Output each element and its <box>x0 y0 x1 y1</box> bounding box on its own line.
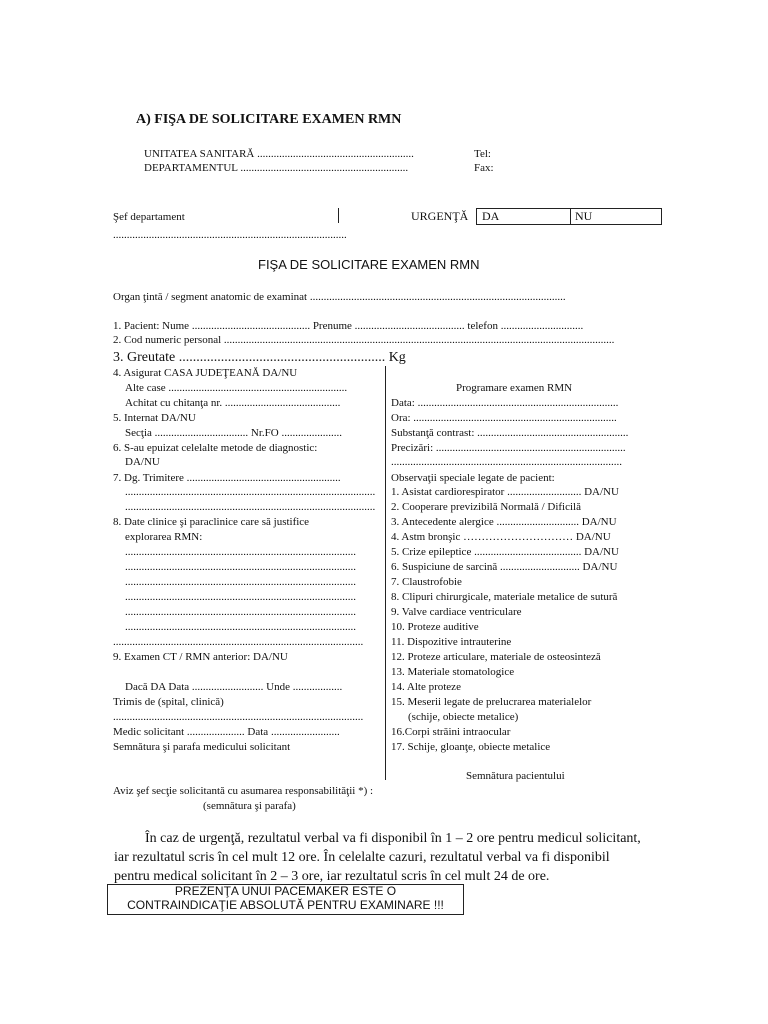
cnp-line: 2. Cod numeric personal .............................................................................................................................................. <box>113 334 615 346</box>
warning-line-2: CONTRAINDICAŢIE ABSOLUTĂ PENTRU EXAMINARE !!! <box>127 898 444 912</box>
semnatura-medic-line: Semnătura şi parafa medicului solicitant <box>113 741 291 753</box>
column-divider <box>385 366 386 780</box>
sectia-line: Secţia .................................. Nr.FO ...................... <box>125 427 342 439</box>
substanta-contrast: Substanţă contrast: ....................................................... <box>391 427 629 439</box>
clinic-dots: .................................................................................... <box>125 621 356 633</box>
tel-label: Tel: <box>474 148 491 160</box>
internat-line: 5. Internat DA/NU <box>113 412 196 424</box>
obs-item: (schije, obiecte metalice) <box>408 711 519 723</box>
patient-name-line: 1. Pacient: Nume ........................................... Prenume ........................................ telefon .............................. <box>113 320 584 332</box>
obs-item: 9. Valve cardiace ventriculare <box>391 606 522 618</box>
trimis-dots: ........................................................................................... <box>113 711 364 723</box>
dg-dots-1: ........................................................................................... <box>125 486 376 498</box>
obs-item: 15. Meserii legate de prelucrarea materialelor <box>391 696 592 708</box>
obs-item: 3. Antecedente alergice .............................. DA/NU <box>391 516 617 528</box>
urgenta-nu[interactable]: NU <box>575 209 593 223</box>
urgenta-box <box>476 208 662 225</box>
dg-trimitere-line: 7. Dg. Trimitere ........................................................ <box>113 472 341 484</box>
precizari-dots: .................................................................................... <box>391 456 622 468</box>
obs-item: 1. Asistat cardiorespirator ........................... DA/NU <box>391 486 619 498</box>
urgenta-divider <box>570 209 571 224</box>
dg-dots-2: ........................................................................................... <box>125 501 376 513</box>
asigurat-line: 4. Asigurat CASA JUDEŢEANĂ DA/NU <box>113 367 298 379</box>
trimis-de-line: Trimis de (spital, clinică) <box>113 696 224 708</box>
observatii-title: Observaţii speciale legate de pacient: <box>391 472 555 484</box>
separator-line <box>338 208 339 223</box>
obs-item: 5. Crize epileptice ....................................... DA/NU <box>391 546 619 558</box>
warning-line-1: PREZENŢA UNUI PACEMAKER ESTE O <box>174 884 397 898</box>
obs-item: 6. Suspiciune de sarcină ............................. DA/NU <box>391 561 618 573</box>
programare-title: Programare examen RMN <box>456 382 573 394</box>
obs-item: 11. Dispozitive intrauterine <box>391 636 512 648</box>
obs-item: 17. Schije, gloanţe, obiecte metalice <box>391 741 551 753</box>
chitanta-line: Achitat cu chitanţa nr. .......................................... <box>125 397 341 409</box>
semnatura-pacient: Semnătura pacientului <box>466 770 565 782</box>
fax-label: Fax: <box>474 162 494 174</box>
precizari: Precizări: ..................................................................... <box>391 442 626 454</box>
obs-item: 12. Proteze articulare, materiale de osteosinteză <box>391 651 601 663</box>
organ-line: Organ ţintă / segment anatomic de examinat ............................................................................................. <box>113 291 566 303</box>
obs-item: 16.Corpi străini intraocular <box>391 726 511 738</box>
aviz-line: Aviz şef secţie solicitantă cu asumarea responsabilităţii *) : <box>113 785 374 797</box>
programare-ora: Ora: .......................................................................... <box>391 412 617 424</box>
explorarea-line: explorarea RMN: <box>125 531 203 543</box>
department-line: DEPARTAMENTUL ............................................................. <box>144 162 409 174</box>
obs-item: 14. Alte proteze <box>391 681 461 693</box>
clinic-dots: .................................................................................... <box>125 576 356 588</box>
sef-signature-dots: ..................................................................................... <box>113 229 347 241</box>
epuizat-line: 6. S-au epuizat celelalte metode de diagnostic: <box>113 442 318 454</box>
obs-item: 13. Materiale stomatologice <box>391 666 515 678</box>
form-title: FIŞA DE SOLICITARE EXAMEN RMN <box>258 257 480 272</box>
unit-line: UNITATEA SANITARĂ ......................................................... <box>144 148 414 160</box>
urgenta-da[interactable]: DA <box>482 209 500 223</box>
examen-ct-line: 9. Examen CT / RMN anterior: DA/NU <box>113 651 288 663</box>
aviz-sub: (semnătura şi parafa) <box>203 800 296 812</box>
alte-case-line: Alte case ................................................................. <box>125 382 348 394</box>
obs-item: 4. Astm bronşic ………………………… DA/NU <box>391 531 611 543</box>
clinic-dots: .................................................................................... <box>125 561 356 573</box>
obs-item: 8. Clipuri chirurgicale, materiale metalice de sutură <box>391 591 618 603</box>
urgenta-label: URGENŢĂ <box>411 209 469 223</box>
weight-line: 3. Greutate ........................................................... Kg <box>113 350 406 365</box>
sef-departament-label: Şef departament <box>113 211 185 223</box>
section-title: A) FIŞA DE SOLICITARE EXAMEN RMN <box>136 112 402 127</box>
programare-data: Data: ......................................................................... <box>391 397 619 409</box>
obs-item: 2. Cooperare previzibilă Normală / Dificilă <box>391 501 581 513</box>
obs-item: 10. Proteze auditive <box>391 621 479 633</box>
clinic-dots: ........................................................................................... <box>113 636 364 648</box>
daca-da-line: Dacă DA Data .......................... Unde .................. <box>125 681 343 693</box>
results-paragraph: În caz de urgenţă, rezultatul verbal va fi disponibil în 1 – 2 ore pentru medicul solicitant, iar rezultatul scris în cel mult 12 ore. În celelalte cazuri, rezultatul verbal va fi disponibil pentru medical solicitant în 2 – 3 ore, iar rezultatul scris în cel mult 24 de ore. <box>114 831 641 884</box>
obs-item: 7. Claustrofobie <box>391 576 462 588</box>
date-clinice-line: 8. Date clinice şi paraclinice care să justifice <box>113 516 310 528</box>
epuizat-da-nu: DA/NU <box>125 456 160 468</box>
medic-solicitant-line: Medic solicitant ..................... Data ......................... <box>113 726 340 738</box>
clinic-dots: .................................................................................... <box>125 591 356 603</box>
clinic-dots: .................................................................................... <box>125 546 356 558</box>
clinic-dots: .................................................................................... <box>125 606 356 618</box>
